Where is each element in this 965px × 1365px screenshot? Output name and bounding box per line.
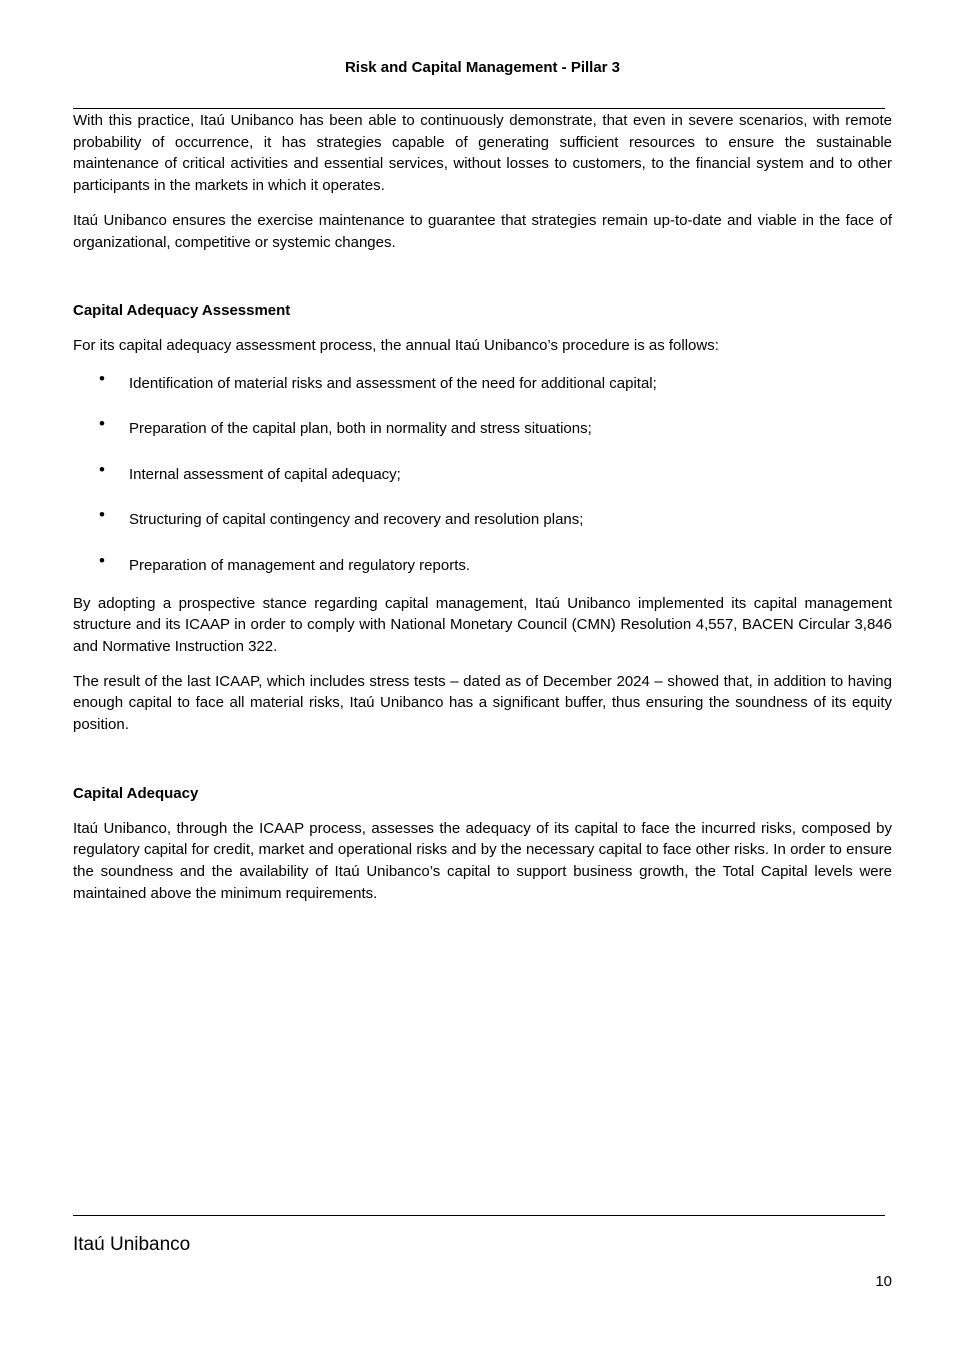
bullet-icon: • [99,368,105,388]
header-divider [73,108,885,109]
section-heading-capital-adequacy: Capital Adequacy [73,784,199,802]
list-item [73,368,892,419]
document-body [73,110,892,917]
list-item-text: Preparation of the capital plan, both in normality and stress situations; [129,420,592,438]
bullet-icon: • [99,459,105,479]
capital-adequacy-paragraph: Itaú Unibanco, through the ICAAP process, assesses the adequacy of its capital to face the incurred risks, composed by regulatory capital for credit, market and operational risks and by the necessary capital to face other risks. In order to ensure the soundness and the availability of Itaú Unibanco’s capital to support business growth, the Total Capital levels were maintained above the minimum requirements. [73,819,892,902]
section-spacer [73,749,892,783]
assessment-lead-paragraph: For its capital adequacy assessment process, the annual Itaú Unibanco’s procedure is as follows: [73,336,719,354]
footer-divider [73,1215,885,1216]
list-item-text: Structuring of capital contingency and recovery and resolution plans; [129,511,584,529]
page-title: Risk and Capital Management - Pillar 3 [344,59,621,76]
list-item-text: Identification of material risks and assessment of the need for additional capital; [129,374,657,392]
footer-company-name: Itaú Unibanco [73,1234,191,1255]
bullet-icon: • [99,505,105,525]
page-number: 10 [875,1273,892,1290]
assessment-paragraph-icaap-structure: By adopting a prospective stance regarding capital management, Itaú Unibanco implemented its capital management structure and its ICAAP in order to comply with National Monetary Council (CMN) Resolution 4,557, BACEN Circular 3,846 and Normative Instruction 322. [73,594,892,656]
list-item [73,459,892,510]
list-item [73,505,892,555]
list-item [73,550,892,593]
list-item-text: Internal assessment of capital adequacy; [129,465,401,483]
assessment-paragraph-icaap-result: The result of the last ICAAP, which includes stress tests – dated as of December 2024 – showed that, in addition to having enough capital to face all material risks, Itaú Unibanco has a significant buffer, thus ensuring the soundness of its equity position. [73,672,892,734]
section-heading-capital-adequacy-assessment: Capital Adequacy Assessment [73,302,291,320]
section-spacer [73,266,892,300]
intro-paragraph-1: With this practice, Itaú Unibanco has been able to continuously demonstrate, that even in severe scenarios, with remote probability of occurrence, it has strategies capable of generating sufficient resources to ensure the sustainable maintenance of critical activities and essential services, without losses to customers, to the financial system and to other participants in the markets in which it operates. [73,112,892,195]
bullet-icon: • [99,414,105,434]
list-item-text: Preparation of management and regulatory reports. [129,556,471,574]
list-item [73,414,892,464]
bullet-icon: • [99,550,105,570]
procedure-bullet-list [73,368,892,593]
intro-paragraph-2: Itaú Unibanco ensures the exercise maintenance to guarantee that strategies remain up-to-date and viable in the face of organizational, competitive or systemic changes. [73,211,892,251]
